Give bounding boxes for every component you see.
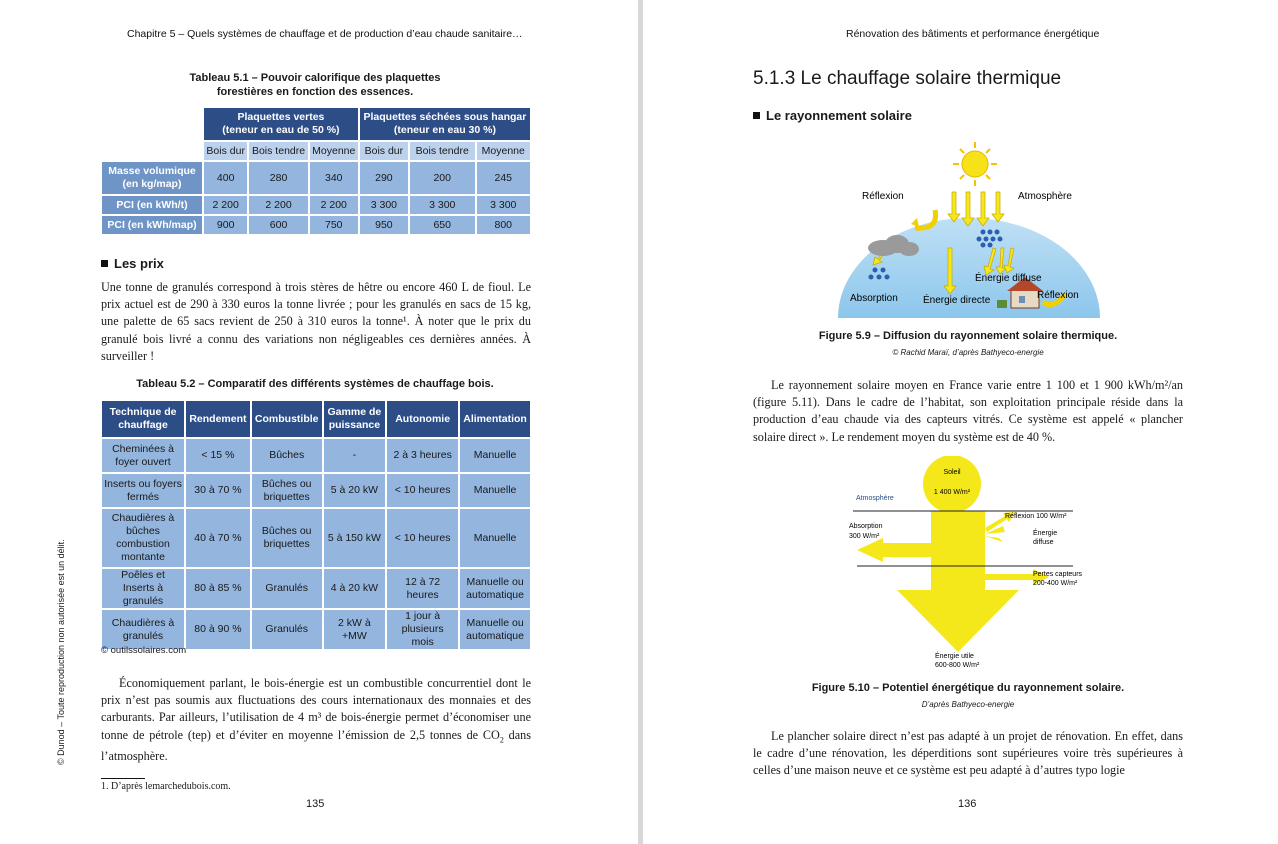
label-energie-utile-1: Énergie utile [935,653,974,660]
table1-corner-2 [102,142,202,160]
label-reflexion-top: Réflexion [862,191,904,202]
label-energie-directe: Énergie directe [923,295,991,306]
table-cell: Granulés [252,610,322,649]
table-cell: Poêles et Inserts à granulés [102,569,184,608]
copyright-notice: © Dunod – Toute reproduction non autorisée est un délit. [56,539,66,765]
section-title: 5.1.3 Le chauffage solaire thermique [753,68,1062,89]
table1-subheader: Moyenne [477,142,530,160]
table-cell: Manuelle [460,474,530,507]
label-absorption-2: 300 W/m² [849,533,880,540]
table-cell: 2 200 [249,196,307,214]
running-head-right: Rénovation des bâtiments et performance énergétique [846,28,1100,40]
table1-subheader: Bois tendre [249,142,307,160]
table-cell: Manuelle ou automatique [460,610,530,649]
paragraph-plancher: Le plancher solaire direct n’est pas adapté à un projet de rénovation. En effet, dans le cadre d’une rénovation, les déperditions sont supérieures voire très supérieures à celles d’une maison neuve et ce système est peu adapté à d’autres typo logie [753,729,1183,778]
table-cell: 400 [204,162,247,194]
section-heading-prix [101,256,164,271]
table1-row-header: PCI (en kWh/t) [102,196,202,214]
subsection-heading-text: Le rayonnement solaire [766,108,912,123]
table-row [102,216,530,234]
figure-diffusion-diagram [833,140,1103,320]
table-cell: 200 [410,162,475,194]
section-heading-text: Les prix [114,256,164,271]
table-row [102,474,530,507]
label-absorption: Absorption [850,293,898,304]
figure-5-10-credit: D’après Bathyeco-energie [921,700,1015,709]
figure-5-10-caption: Figure 5.10 – Potentiel énergétique du rayonnement solaire. [811,682,1125,694]
table1-group2-title: Plaquettes séchées sous hangar [363,111,527,123]
table1-subheader: Bois dur [360,142,408,160]
table-cell: 1 jour à plusieurs mois [387,610,458,649]
label-atmosphere-2: Atmosphère [856,495,894,502]
table-cell: 2 200 [204,196,247,214]
table1-subheader: Moyenne [310,142,358,160]
table-cell: 4 à 20 kW [324,569,386,608]
table-cell: Chaudières à granulés [102,610,184,649]
co2-subscript: 2 [499,735,504,745]
table1-group1-sub: (teneur en eau de 50 %) [222,124,340,136]
table-cell: 30 à 70 % [186,474,250,507]
subsection-heading [753,108,912,123]
table1-caption-line2: forestières en fonction des essences. [216,86,414,98]
table-cell: 950 [360,216,408,234]
table-cell: < 15 % [186,439,250,472]
table1-subheader: Bois dur [204,142,247,160]
table1-caption [100,71,530,99]
table-cell: 80 à 85 % [186,569,250,608]
table-cell: 2 à 3 heures [387,439,458,472]
row-label: Masse volumique [108,165,196,177]
paragraph-economie [101,675,531,765]
label-soleil: Soleil [943,469,961,476]
table-cell: Bûches ou briquettes [252,474,322,507]
page-number-left: 135 [306,798,325,810]
table-cell: 5 à 150 kW [324,509,386,567]
table-cell: 750 [310,216,358,234]
table-cell: - [324,439,386,472]
table-cell: 650 [410,216,475,234]
table-row [102,610,530,649]
table-row [102,196,530,214]
table-cell: 5 à 20 kW [324,474,386,507]
table2-header: Combustible [252,401,322,437]
table-cell: 3 300 [477,196,530,214]
label-soleil-value: 1 400 W/m² [933,489,971,496]
footnote: 1. D’après lemarchedubois.com. [101,781,231,792]
table1-group2-sub: (teneur en eau 30 %) [393,124,496,136]
table-pouvoir-calorifique [100,106,532,236]
table-cell: 12 à 72 heures [387,569,458,608]
paragraph-economie-text: Économiquement parlant, le bois-énergie est un combustible concurrentiel dont le prix n’est pas soumis aux fluctuations des cours internationaux des monnaies et des carburants. Par ailleurs, l’utilisation de 4 m³ de bois-énergie permet d’économiser une tonne de pétrole (tep) et d’éviter en moyenne l’émission de 2,5 tonnes de CO [101,676,531,742]
table-cell: 245 [477,162,530,194]
left-page [0,0,638,844]
beam-shaft [931,511,985,593]
table-cell: 2 kW à +MW [324,610,386,649]
table-cell: 80 à 90 % [186,610,250,649]
table1-group2-header [360,108,530,140]
table2-header: Rendement [186,401,250,437]
running-head-left: Chapitre 5 – Quels systèmes de chauffage et de production d’eau chaude sanitaire… [127,28,523,40]
row-label-unit: (en kg/map) [122,178,182,190]
table1-row-header: PCI (en kWh/map) [102,216,202,234]
heading-bullet-icon [101,260,108,267]
absorption-arrow [857,538,931,562]
table-cell: 900 [204,216,247,234]
table-cell: Manuelle ou automatique [460,569,530,608]
table-cell: Granulés [252,569,322,608]
table-cell: Chaudières à bûches combustion montante [102,509,184,567]
table-cell: Bûches ou briquettes [252,509,322,567]
label-reflexion-bottom: Réflexion [1037,290,1079,301]
label-pertes-1: Pertes capteurs [1033,571,1083,578]
label-energie-diffuse-2: diffuse [1033,539,1054,546]
table2-header: Autonomie [387,401,458,437]
table1-caption-line1: Tableau 5.1 – Pouvoir calorifique des plaquettes [189,72,441,84]
table-cell: 3 300 [360,196,408,214]
figure-5-9-caption: Figure 5.9 – Diffusion du rayonnement solaire thermique. [818,330,1118,342]
table1-group1-title: Plaquettes vertes [237,111,325,123]
table1-row-header [102,162,202,194]
table-cell: Cheminées à foyer ouvert [102,439,184,472]
useful-energy-arrow [897,590,1019,652]
figure-potentiel-diagram [843,456,1103,671]
table-cell: < 10 heures [387,474,458,507]
label-energie-diffuse-1: Énergie [1033,530,1058,537]
table-cell: 800 [477,216,530,234]
label-energie-diffuse: Énergie diffuse [975,273,1042,284]
table-cell: Manuelle [460,439,530,472]
paragraph-prix: Une tonne de granulés correspond à trois stères de hêtre ou encore 460 L de fioul. Le prix actuel est de 290 à 330 euros la tonne livrée ; pour les granulés en sacs de 15 kg, une palette de 65 sacs revient de 250 à 310 euros la tonne¹. À noter que le prix du granulé bois livré a connu des variations non négligeables ces dernières années. À surveiller ! [101,280,531,363]
table-cell: 280 [249,162,307,194]
label-atmosphere: Atmosphère [1018,191,1072,202]
table-cell: 40 à 70 % [186,509,250,567]
table1-corner [102,108,202,140]
table-cell: Bûches [252,439,322,472]
label-reflexion-100: Réflexion 100 W/m² [1005,513,1067,520]
table2-header: Technique de chauffage [102,401,184,437]
label-pertes-2: 200-400 W/m² [1033,580,1078,587]
table-cell: < 10 heures [387,509,458,567]
paragraph-economie-end: dans l’atmosphère. [101,727,531,764]
table-cell: Manuelle [460,509,530,567]
sun-icon [953,142,997,186]
table-row [102,439,530,472]
label-energie-utile-2: 600-800 W/m² [935,662,980,669]
table-cell: 2 200 [310,196,358,214]
figure-5-9-credit: © Rachid Maraï, d’après Bathyeco-energie [892,348,1044,357]
table-cell: 3 300 [410,196,475,214]
heading-bullet-icon [753,112,760,119]
table1-group1-header [204,108,358,140]
table-comparatif-chauffage [100,399,532,651]
table-cell: Inserts ou foyers fermés [102,474,184,507]
table2-header: Gamme de puissance [324,401,386,437]
page-number-right: 136 [958,798,977,810]
table-row [102,509,530,567]
table2-caption: Tableau 5.2 – Comparatif des différents systèmes de chauffage bois. [136,378,494,390]
table2-header: Alimentation [460,401,530,437]
table-row [102,569,530,608]
table-cell: 600 [249,216,307,234]
footnote-rule [101,778,145,779]
table-cell: 340 [310,162,358,194]
table-cell: 290 [360,162,408,194]
right-page [643,0,1278,844]
label-absorption-1: Absorption [849,523,883,530]
sun-disc [923,456,981,513]
paragraph-rayonnement: Le rayonnement solaire moyen en France varie entre 1 100 et 1 900 kWh/m²/an (figure 5.11). Dans le cadre de l’habitat, son exploitation principale réside dans la production d’eau chaude via des capteurs vitrés. Ce système est appelé « plancher solaire direct ». Le rendement moyen du système est de 40 %. [753,378,1183,444]
table1-subheader: Bois tendre [410,142,475,160]
table-row [102,162,530,194]
table2-source: © outilssolaires.com [101,645,187,656]
